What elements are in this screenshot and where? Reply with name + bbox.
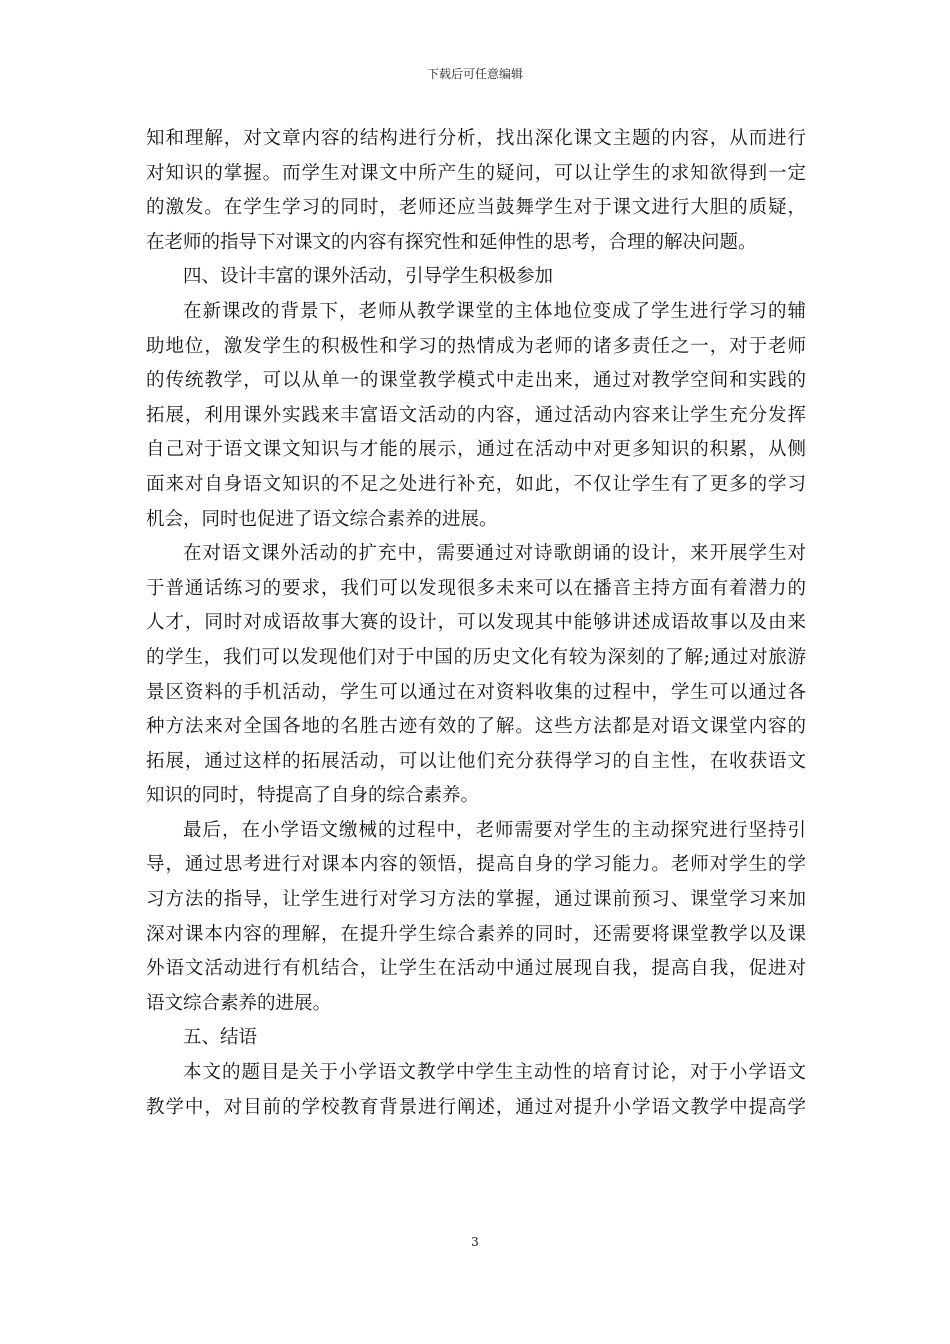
body-line: 知识的同时，特提高了自身的综合素养。 (146, 785, 480, 807)
body-line: 外语文活动进行有机结合，让学生在活动中通过展现自我，提高自我，促进对 (146, 958, 806, 980)
body-line: 最后，在小学语文缴械的过程中，老师需要对学生的主动探究进行坚持引 (183, 819, 806, 841)
body-line: 于普通话练习的要求，我们可以发现很多未来可以在播音主持方面有着潜力的 (146, 577, 806, 599)
body-line: 拓展，通过这样的拓展活动，可以让他们充分获得学习的自主性，在收获语文 (146, 750, 806, 772)
section-heading: 五、结语 (183, 1027, 258, 1049)
body-line: 在对语文课外活动的扩充中，需要通过对诗歌朗诵的设计，来开展学生对 (183, 543, 806, 565)
document-body (146, 122, 806, 1125)
body-line: 助地位，激发学生的积极性和学习的热情成为老师的诸多责任之一，对于老师 (146, 335, 806, 357)
body-line: 的学生，我们可以发现他们对于中国的历史文化有较为深刻的了解;通过对旅游 (146, 646, 806, 668)
body-line: 种方法来对全国各地的名胜古迹有效的了解。这些方法都是对语文课堂内容的 (146, 716, 806, 738)
body-line: 教学中，对目前的学校教育背景进行阐述，通过对提升小学语文教学中提高学 (146, 1096, 806, 1118)
body-line: 深对课本内容的理解，在提升学生综合素养的同时，还需要将课堂教学以及课 (146, 923, 806, 945)
body-line: 景区资料的手机活动，学生可以通过在对资料收集的过程中，学生可以通过各 (146, 681, 806, 703)
body-line: 机会，同时也促进了语文综合素养的进展。 (146, 508, 498, 530)
body-line: 导，通过思考进行对课本内容的领悟，提高自身的学习能力。老师对学生的学 (146, 854, 806, 876)
body-line: 习方法的指导，让学生进行对学习方法的掌握，通过课前预习、课堂学习来加 (146, 889, 806, 911)
body-line: 对知识的掌握。而学生对课文中所产生的疑问，可以让学生的求知欲得到一定 (146, 162, 806, 184)
page-number: 3 (471, 1235, 479, 1249)
body-line: 在新课改的背景下，老师从教学课堂的主体地位变成了学生进行学习的辅 (183, 300, 806, 322)
body-line: 面来对自身语文知识的不足之处进行补充，如此，不仅让学生有了更多的学习 (146, 473, 806, 495)
body-line: 语文综合素养的进展。 (146, 992, 332, 1014)
page-header: 下载后可任意编辑 (426, 67, 523, 81)
body-line: 人才，同时对成语故事大赛的设计，可以发现其中能够讲述成语故事以及由来 (146, 612, 806, 634)
body-line: 拓展，利用课外实践来丰富语文活动的内容，通过活动内容来让学生充分发挥 (146, 404, 806, 426)
body-line: 本文的题目是关于小学语文教学中学生主动性的培育讨论，对于小学语文 (183, 1062, 806, 1084)
body-line: 的激发。在学生学习的同时，老师还应当鼓舞学生对于课文进行大胆的质疑， (146, 197, 806, 219)
body-line: 在老师的指导下对课文的内容有探究性和延伸性的思考，合理的解决问题。 (146, 231, 757, 253)
body-line: 知和理解，对文章内容的结构进行分析，找出深化课文主题的内容，从而进行 (146, 128, 806, 149)
body-line: 的传统教学，可以从单一的课堂教学模式中走出来，通过对教学空间和实践的 (146, 370, 806, 392)
section-heading: 四、设计丰富的课外活动，引导学生积极参加 (183, 266, 554, 288)
body-line: 自己对于语文课文知识与才能的展示，通过在活动中对更多知识的积累，从侧 (146, 439, 806, 461)
